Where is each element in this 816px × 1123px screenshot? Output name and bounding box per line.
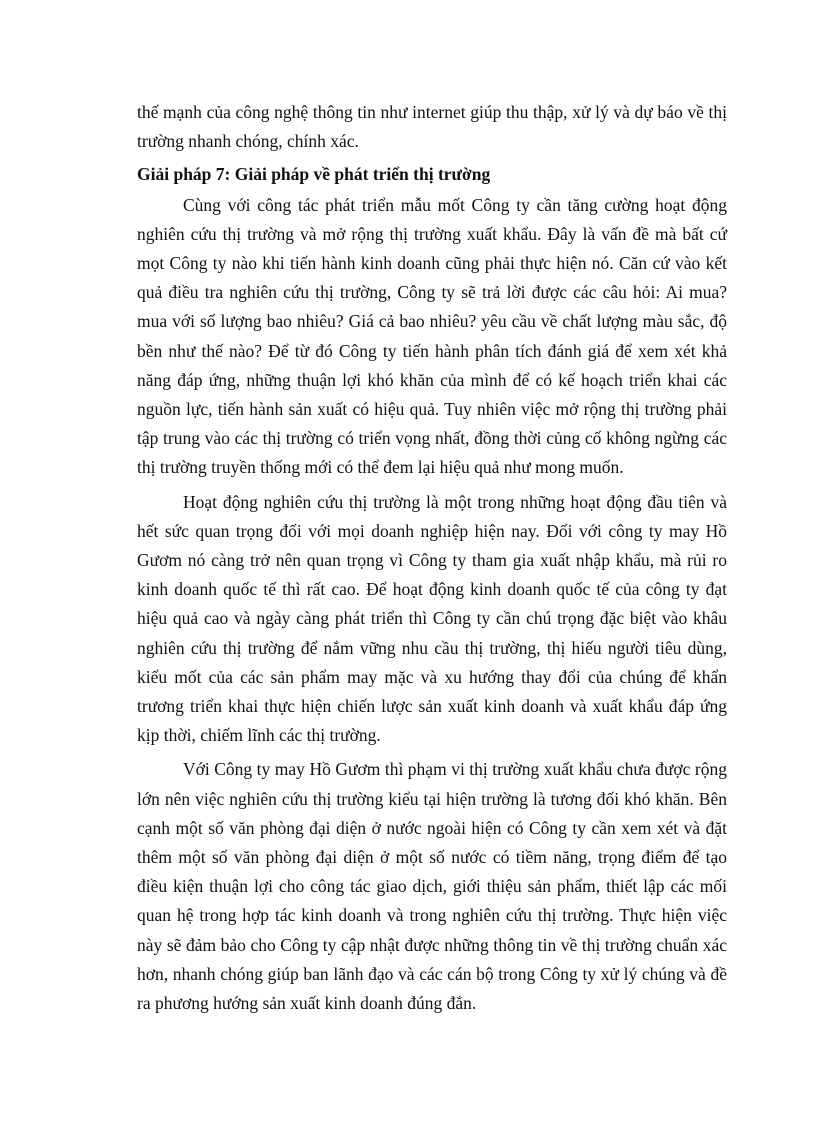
intro-paragraph: thế mạnh của công nghệ thông tin như internet giúp thu thập, xử lý và dự báo về thị trường nhanh chóng, chính xác. [137, 102, 727, 152]
body-paragraph-3: Với Công ty may Hồ Gươm thì phạm vi thị trường xuất khẩu chưa được rộng lớn nên việc nghiên cứu thị trường kiểu tại hiện trường là tương đối khó khăn. Bên cạnh một số văn phòng đại diện ở nước ngoài hiện có Công ty cần xem xét và đặt thêm một số văn phòng đại diện ở một số nước có tiềm năng, trọng điểm để tạo điều kiện thuận lợi cho công tác giao dịch, giới thiệu sản phẩm, thiết lập các mối quan hệ trong hợp tác kinh doanh và trong nghiên cứu thị trường. Thực hiện việc này sẽ đảm bảo cho Công ty cập nhật được những thông tin về thị trường chuẩn xác hơn, nhanh chóng giúp ban lãnh đạo và các cán bộ trong Công ty xử lý chúng và đề ra phương hướng sản xuất kinh doanh đúng đắn. [137, 759, 727, 1014]
section-heading: Giải pháp 7: Giải pháp về phát triển thị trường [137, 164, 491, 185]
body-paragraph-2: Hoạt động nghiên cứu thị trường là một trong những hoạt động đầu tiên và hết sức quan trọng đối với mọi doanh nghiệp hiện nay. Đối với công ty may Hồ Gươm nó càng trở nên quan trọng vì Công ty tham gia xuất nhập khẩu, mà rủi ro kinh doanh quốc tế thì rất cao. Để hoạt động kinh doanh quốc tế của công ty đạt hiệu quả cao và ngày càng phát triển thì Công ty cần chú trọng đặc biệt vào khâu nghiên cứu thị trường để nắm vững nhu cầu thị trường, thị hiếu người tiêu dùng, kiểu mốt của các sản phẩm may mặc và xu hướng thay đổi của chúng để khẩn trương triển khai thực hiện chiến lược sản xuất kinh doanh và xuất khẩu đáp ứng kịp thời, chiếm lĩnh các thị trường. [137, 491, 727, 746]
body-paragraph-1: Cùng với công tác phát triển mẫu mốt Công ty cần tăng cường hoạt động nghiên cứu thị trường và mở rộng thị trường xuất khẩu. Đây là vấn đề mà bất cứ mọt Công ty nào khi tiến hành kinh doanh cũng phải thực hiện nó. Căn cứ vào kết quả điều tra nghiên cứu thị trường, Công ty sẽ trả lời được các câu hỏi: Ai mua? mua với số lượng bao nhiêu? Giá cả bao nhiêu? yêu cầu về chất lượng màu sắc, độ bền như thế nào? Để từ đó Công ty tiến hành phân tích đánh giá để xem xét khả năng đáp ứng, những thuận lợi khó khăn của mình để có kế hoạch triển khai các nguồn lực, tiến hành sản xuất có hiệu quả. Tuy nhiên việc mở rộng thị trường phải tập trung vào các thị trường có triển vọng nhất, đồng thời củng cố không ngừng các thị trường truyền thống mới có thể đem lại hiệu quả như mong muốn. [137, 194, 727, 478]
document-body [137, 98, 727, 1023]
